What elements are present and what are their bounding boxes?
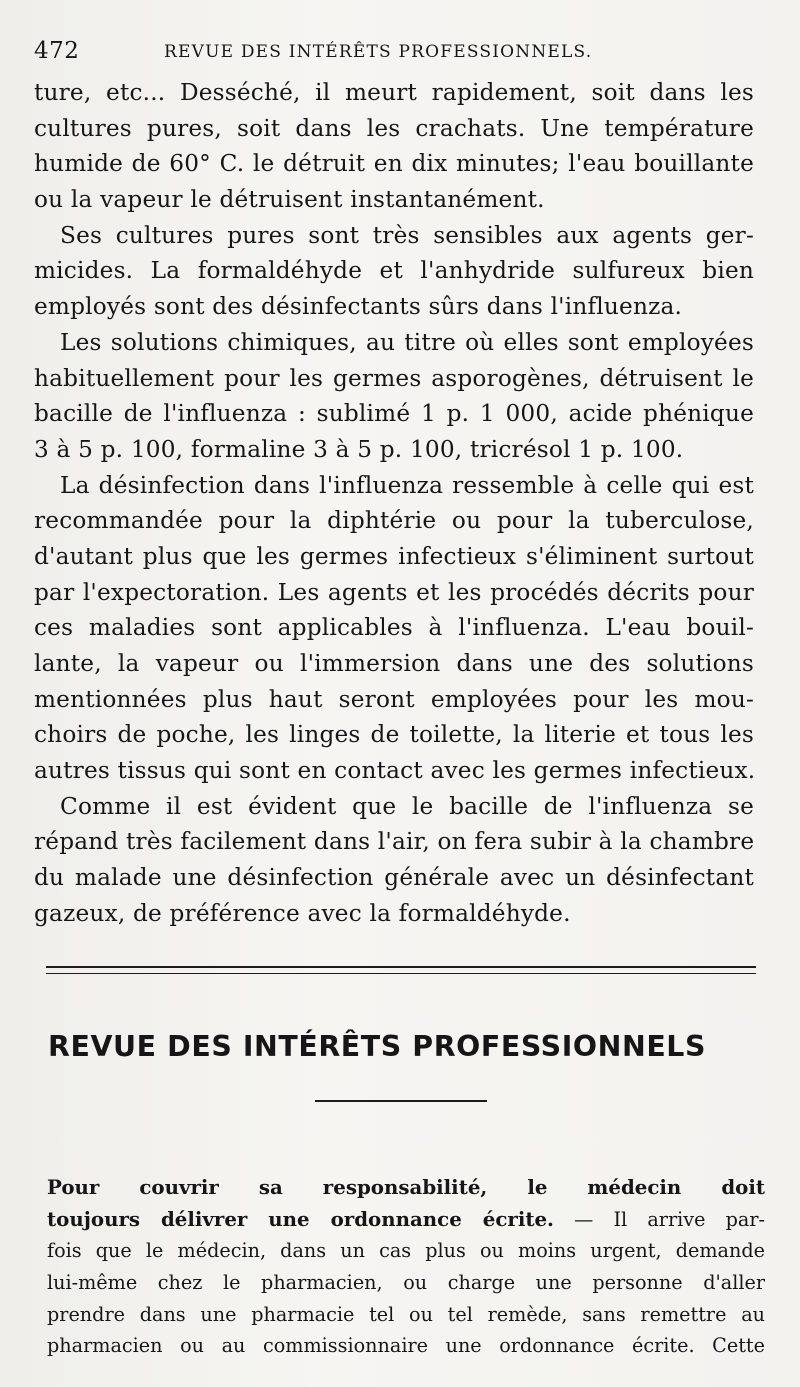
page-number: 472 bbox=[34, 38, 80, 64]
body-line: bacille de l'influenza : sublimé 1 p. 1 000, acide phénique bbox=[34, 400, 754, 428]
running-title: REVUE DES INTÉRÊTS PROFESSIONNELS. bbox=[164, 42, 593, 62]
body-line: ture, etc... Desséché, il meurt rapidement, soit dans les bbox=[34, 79, 754, 106]
body-line: d'autant plus que les germes infectieux s'éliminent surtout bbox=[34, 542, 754, 570]
article-text-start: — Il arrive par- bbox=[553, 1207, 766, 1231]
double-rule-divider bbox=[46, 966, 756, 974]
body-line: autres tissus qui sont en contact avec les germes infectieux. bbox=[34, 757, 756, 785]
body-line: humide de 60° C. le détruit en dix minutes; l'eau bouillante bbox=[34, 150, 754, 178]
body-line: micides. La formaldéhyde et l'anhydride sulfureux bien bbox=[34, 257, 754, 285]
body-line: mentionnées plus haut seront employées pour les mou- bbox=[34, 685, 754, 713]
body-line: Les solutions chimiques, au titre où elles sont employées bbox=[60, 328, 754, 356]
body-line: Ses cultures pures sont très sensibles aux agents ger- bbox=[60, 221, 754, 249]
body-line: 3 à 5 p. 100, formaline 3 à 5 p. 100, tricrésol 1 p. 100. bbox=[34, 435, 684, 463]
body-line: habituellement pour les germes asporogènes, détruisent le bbox=[34, 364, 754, 392]
body-text bbox=[34, 75, 754, 932]
body-line: cultures pures, soit dans les crachats. Une température bbox=[34, 114, 754, 142]
short-rule-divider bbox=[315, 1100, 487, 1102]
body-line: gazeux, de préférence avec la formaldéhyde. bbox=[34, 899, 571, 927]
body-line: ces maladies sont applicables à l'influenza. L'eau bouil- bbox=[34, 614, 754, 642]
body-line: choirs de poche, les linges de toilette, la literie et tous les bbox=[34, 721, 754, 749]
article bbox=[47, 1172, 765, 1362]
article-line: lui-même chez le pharmacien, ou charge une personne d'aller bbox=[47, 1271, 765, 1295]
article-line: fois que le médecin, dans un cas plus ou moins urgent, demande bbox=[47, 1239, 765, 1263]
body-line: La désinfection dans l'influenza ressemble à celle qui est bbox=[60, 471, 754, 499]
body-line: recommandée pour la diphtérie ou pour la tuberculose, bbox=[34, 507, 754, 535]
body-line: ou la vapeur le détruisent instantanément. bbox=[34, 186, 545, 214]
body-line: par l'expectoration. Les agents et les procédés décrits pour bbox=[34, 578, 754, 606]
body-line: du malade une désinfection générale avec un désinfectant bbox=[34, 864, 754, 892]
running-head bbox=[34, 38, 760, 68]
article-line bbox=[47, 1204, 765, 1236]
article-title-continuation: toujours délivrer une ordonnance écrite. bbox=[47, 1206, 554, 1231]
body-line: employés sont des désinfectants sûrs dans l'influenza. bbox=[34, 293, 683, 321]
body-line: Comme il est évident que le bacille de l'influenza se bbox=[60, 792, 754, 820]
section-heading: REVUE DES INTÉRÊTS PROFESSIONNELS bbox=[48, 1030, 707, 1063]
article-title-line: Pour couvrir sa responsabilité, le médecin doit bbox=[47, 1175, 765, 1199]
body-line: répand très facilement dans l'air, on fera subir à la chambre bbox=[34, 828, 755, 856]
article-line: pharmacien ou au commissionnaire une ordonnance écrite. Cette bbox=[47, 1334, 765, 1358]
article-line: prendre dans une pharmacie tel ou tel remède, sans remettre au bbox=[47, 1302, 765, 1326]
body-line: lante, la vapeur ou l'immersion dans une des solutions bbox=[34, 650, 754, 677]
